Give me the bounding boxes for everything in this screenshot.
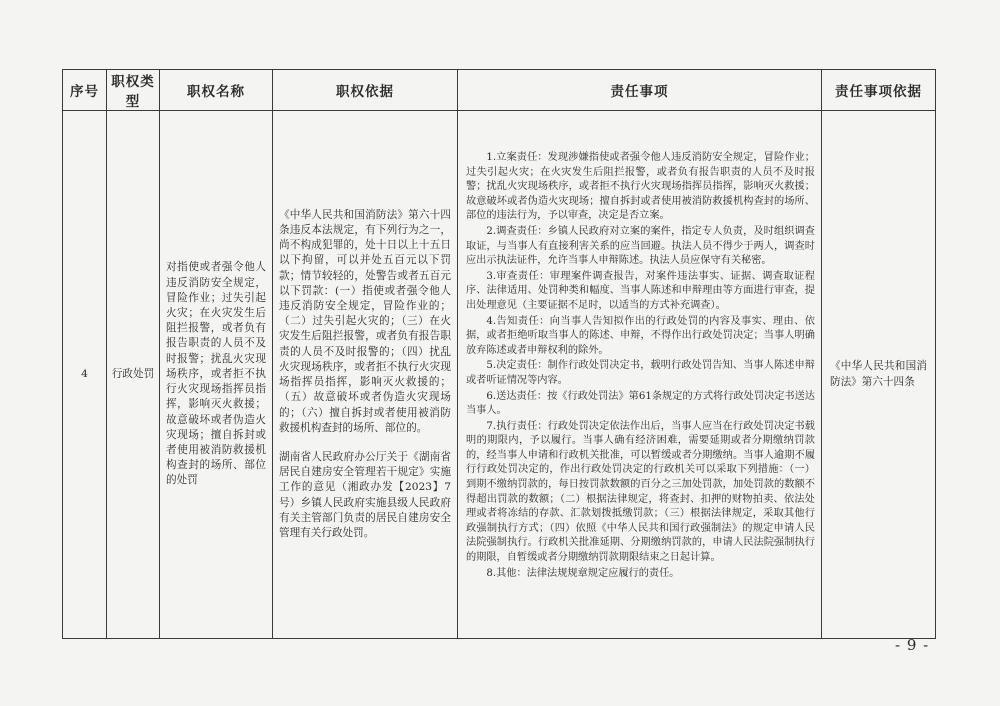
header-name: 职权名称 (160, 70, 273, 111)
cell-duty (458, 111, 822, 639)
header-basis: 职权依据 (273, 70, 458, 111)
page-number: - 9 - (895, 636, 930, 654)
duty-item: 5.决定责任：制作行政处罚决定书，载明行政处罚告知、当事人陈述申辩或者听证情况等内容。 (466, 360, 815, 386)
duty-item: 8.其他：法律法规规章规定应履行的责任。 (486, 567, 680, 579)
cell-type: 行政处罚 (107, 111, 160, 639)
basis-hunan-opinion: 湖南省人民政府办公厅关于《湖南省居民自建房安全管理若干规定》实施工作的意见（湘政办发【2023】7号）乡镇人民政府实施县级人民政府有关主管部门负责的居民自建房安全管理有关行政处罚。 (279, 450, 451, 539)
cell-basis (273, 111, 458, 639)
duty-item: 3.审查责任：审理案件调查报告，对案件违法事实、证据、调查取证程序、法律适用、处罚种类和幅度、当事人陈述和申辩理由等方面进行审查，提出处理意见（主要证据不足时，以适当的方式补充调查）。 (466, 270, 815, 311)
duty-item: 7.执行责任：行政处罚决定依法作出后，当事人应当在行政处罚决定书载明的期限内，予以履行。当事人确有经济困难，需要延期或者分期缴纳罚款的，经当事人申请和行政机关批准，可以暂缓或者分期缴纳。当事人逾期不履行行政处罚决定的，作出行政处罚决定的行政机关可以采取下列措施：（一）到期不缴纳罚款的，每日按罚款数额的百分之三加处罚款，加处罚款的数额不得超出罚款的数额；（二）根据法律规定，将查封、扣押的财物拍卖、依法处理或者将冻结的存款、汇款划拨抵缴罚款；（三）根据法律规定，采取其他行政强制执行方式；（四）依照《中华人民共和国行政强制法》的规定申请人民法院强制执行。行政机关批准延期、分期缴纳罚款的，申请人民法院强制执行的期限，自暂缓或者分期缴纳罚款期限结束之日起计算。 (466, 420, 815, 564)
duty-item: 4.告知责任：向当事人告知拟作出的行政处罚的内容及事实、理由、依据，或者拒绝听取当事人的陈述、申辩，不得作出行政处罚决定；当事人明确放弃陈述或者申辩权利的除外。 (466, 315, 815, 356)
table-row (63, 111, 936, 639)
cell-no: 4 (63, 111, 107, 639)
cell-name: 对指使或者强令他人违反消防安全规定，冒险作业；过失引起火灾；在火灾发生后阻拦报警，或者负有报告职责的人员不及时报警；扰乱火灾现场秩序，或者拒不执行火灾现场指挥员指挥，影响灭火救援；故意破坏或者伪造火灾现场；擅自拆封或者使用被消防救援机构查封的场所、部位的处罚 (160, 111, 273, 639)
header-no: 序号 (63, 70, 107, 111)
duty-item: 2.调查责任：乡镇人民政府对立案的案件，指定专人负责，及时组织调查取证，与当事人有直接利害关系的应当回避。执法人员不得少于两人，调查时应出示执法证件，允许当事人申辩陈述。执法人员应保守有关秘密。 (466, 225, 815, 267)
duty-item: 6.送达责任：按《行政处罚法》第61条规定的方式将行政处罚决定书送达当事人。 (466, 390, 815, 417)
duty-item: 1.立案责任：发现涉嫌指使或者强令他人违反消防安全规定，冒险作业；过失引起火灾；在火灾发生后阻拦报警，或者负有报告职责的人员不及时报警；扰乱火灾现场秩序，或者拒不执行火灾现场指挥员指挥，影响灭火救援；故意破坏或者伪造火灾现场；擅自拆封或者使用被消防救援机构查封的场所、部位的违法行为，予以审查，决定是否立案。 (466, 152, 815, 222)
header-type: 职权类型 (107, 70, 160, 111)
duty-table (62, 69, 936, 639)
cell-ref: 《中华人民共和国消防法》第六十四条 (822, 111, 936, 639)
header-ref: 责任事项依据 (822, 70, 936, 111)
basis-fire-law: 《中华人民共和国消防法》第六十四条违反本法规定，有下列行为之一，尚不构成犯罪的，处十日以上十五日以下拘留，可以并处五百元以下罚款；情节较轻的，处警告或者五百元以下罚款：(一）指使或者强令他人违反消防安全规定，冒险作业的；（二）过失引起火灾的；（三）在火灾发生后阻拦报警，或者负有报告职责的人员不及时报警的；（四）扰乱火灾现场秩序，或者拒不执行火灾现场指挥员指挥，影响灭火救援的；（五）故意破坏或者伪造火灾现场的；（六）擅自拆封或者使用被消防救援机构查封的场所、部位的。 (279, 208, 451, 434)
table-header (63, 70, 936, 111)
header-duty: 责任事项 (458, 70, 822, 111)
